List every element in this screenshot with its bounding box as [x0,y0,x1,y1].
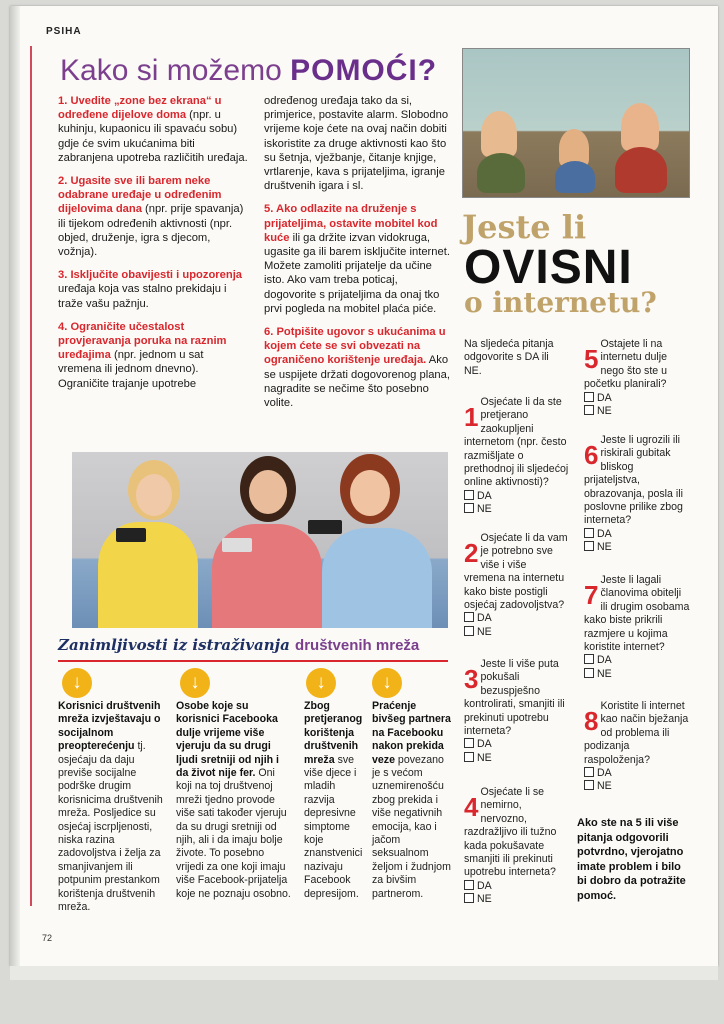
girl-right-shirt [322,528,432,628]
answer-yes[interactable]: DA [584,392,690,405]
tip-1: 1. Uvedite „zone bez ekrana“ u određene dijelove doma (npr. u kuhinju, kupaonicu ili spavaću sobu) gdje će svim ukućanima biti zabranjena upotreba različitih uređaja. [58,95,248,164]
arrow-down-circle-icon: ↓ [372,668,402,698]
quiz-question-3: 3 Jeste li više puta pokušali bezuspješno kontrolirati, smanjiti ili prekinuti upotrebu interneta? DA NE [464,658,570,765]
checkbox-icon[interactable] [464,626,474,636]
answer-yes[interactable]: DA [584,528,690,541]
tip-6: 6. Potpišite ugovor s ukućanima u kojem ćete se svi obvezati na ograničeno korištenje uređaja. Ako se uspijete držati dogovorenog plana, nagradite se nečime što posebno volite. [264,326,450,410]
quiz-heading-1: Jeste li [462,208,587,246]
figure-center-body [555,161,595,193]
answer-yes[interactable]: DA [584,767,690,780]
page-number: 72 [42,933,53,943]
phone [222,538,252,552]
figure-left [481,111,517,157]
quiz-question-6: 6 Jeste li ugrozili ili riskirali gubitak bliskog prijateljstva, obrazovanja, posla ili poslovne prilike zbog interneta? DA NE [584,434,690,555]
answer-yes[interactable]: DA [464,612,570,625]
checkbox-icon[interactable] [464,490,474,500]
answer-yes[interactable]: DA [584,654,690,667]
checkbox-icon[interactable] [464,738,474,748]
checkbox-icon[interactable] [584,780,594,790]
quiz-intro: Na sljedeća pitanja odgovorite s DA ili NE. [464,338,554,377]
checkbox-icon[interactable] [584,541,594,551]
checkbox-icon[interactable] [584,654,594,664]
checkbox-icon[interactable] [464,893,474,903]
fact-3: Zbog pretjeranog korištenja društvenih mreža sve više djece i mladih razvija depresivne simptome koje znanstvenici nazivaju Facebook depresijom. [304,700,363,900]
answer-no[interactable]: NE [584,780,690,793]
answer-no[interactable]: NE [464,752,570,765]
quiz-question-4: 4 Osjećate li se nemirno, nervozno, razdražljivo ili tužno kada pokušavate smanjiti ili prekinuti upotrebu interneta? DA NE [464,786,570,907]
quiz-result-note: Ako ste na 5 ili više pitanja odgovorili potvrdno, vjerojatno imate problem i bilo bi dobro da potražite pomoć. [577,817,686,902]
answer-yes[interactable]: DA [464,880,570,893]
checkbox-icon[interactable] [584,528,594,538]
quiz-heading-3: o internetu? [464,286,657,319]
answer-no[interactable]: NE [584,405,690,418]
quiz-heading-2: OVISNI [464,241,633,294]
answer-no[interactable]: NE [584,541,690,554]
tip-4-continued: određenog uređaja tako da si, primjerice, postavite alarm. Slobodno vrijeme koje ćete na ovaj način dobiti iskoristite za druge aktivnosti kao što su šetnja, vježbanje, čitanje knjige, vrtlarenje, kava s prijateljima, igranje društvenih igara i sl. [264,95,449,193]
checkbox-icon[interactable] [464,752,474,762]
fact-4: Praćenje bivšeg partnera na Facebooku nakon prekida veze povezano je s većom uznemirenošću zbog prekida i više negativnih emocija, kao i jačom seksualnom željom i žudnjom za bivšim partnerom. [372,700,451,900]
page-title [60,54,437,88]
arrow-down-circle-icon: ↓ [180,668,210,698]
phone [116,528,146,542]
girl-left-face [136,474,172,516]
page-edge [10,966,718,980]
figure-left-body [477,153,525,193]
figure-right [621,103,659,151]
page-binding [10,6,20,966]
quiz-question-5: 5 Ostajete li na internetu dulje nego što ste u početku planirali? DA NE [584,338,690,418]
checkbox-icon[interactable] [464,612,474,622]
side-rule [30,46,32,906]
facts-heading: Zanimljivosti iz istraživanja društvenih mreža [58,636,420,654]
title-prefix: Kako si možemo [60,54,291,87]
answer-no[interactable]: NE [584,668,690,681]
checkbox-icon[interactable] [584,405,594,415]
answer-no[interactable]: NE [464,503,570,516]
brand-label: PSIHA [46,26,82,37]
quiz-question-8: 8 Koristite li internet kao način bježanja od problema ili podizanja raspoloženja? DA NE [584,700,689,793]
tip-2: 2. Ugasite sve ili barem neke odabrane uređaje u određenim dijelovima dana (npr. prije spavanja) ili tijekom određenih aktivnosti (npr. objed, druženje, igra s djecom, vožnja). [58,175,244,259]
fact-2: Osobe koje su korisnici Facebooka dulje vrijeme više vjeruju da su drugi ljudi sretniji od njih i da život nije fer. Oni koji na toj društvenoj mreži tjedno provode više sati također vjeruju da su drugi sretniji od njih, ali i da imaju bolje živote. To posebno vrijedi za one koji imaju više Facebook-prijatelja koje ne poznaju osobno. [176,700,291,900]
tip-5: 5. Ako odlazite na druženje s prijateljima, ostavite mobitel kod kuće ili ga držite izvan vidokruga, ugasite ga ili barem isključite internet. Možete zamoliti prijatelje da učine isto. Ako vam treba poticaj, dogovorite s prijateljima da onaj tko prvi pogleda na mobitel plaća piće. [264,203,450,315]
girl-left-shirt [98,522,198,628]
girl-right-face [350,470,390,516]
girl-middle-face [249,470,287,514]
answer-yes[interactable]: DA [464,490,570,503]
phone [308,520,342,534]
answer-no[interactable]: NE [464,893,570,906]
tips-column-middle [264,94,452,419]
checkbox-icon[interactable] [464,503,474,513]
photo-girls-with-phones [72,452,448,628]
fact-1: Korisnici društvenih mreža izvještavaju o socijalnom preopterećenju tj. osjećaju da daju previše socijalne podrške drugim korisnicima društvenih mreža. Posljedice su osjećaj iscrpljenosti, niska razina zadovoljstva i želja za smanjivanjem ili potpunim prestankom korištenja društvenih mreža. [58,700,163,914]
figure-right-body [615,147,667,193]
illustration-people-with-phones [462,48,690,198]
quiz-question-2: 2 Osjećate li da vam je potrebno sve više i više vremena na internetu kako biste postigli osjećaj zadovoljstva? DA NE [464,532,570,639]
checkbox-icon[interactable] [584,668,594,678]
title-emphasis: POMOĆI? [290,54,438,87]
quiz-question-1: 1 Osjećate li da ste pretjerano zaokupljeni internetom (npr. često razmišljate o prethodnoj ili sljedećoj online aktivnosti)? DA NE [464,396,569,516]
tip-3: 3. Isključite obavijesti i upozorenja uređaja koja vas stalno prekidaju i traže vašu pažnju. [58,269,243,310]
facts-divider [58,660,448,662]
quiz-question-7: 7 Jeste li lagali članovima obitelji ili drugim osobama kako biste prikrili razmjere u kojima koristite internet? DA NE [584,574,690,680]
answer-no[interactable]: NE [464,626,570,639]
checkbox-icon[interactable] [464,880,474,890]
answer-yes[interactable]: DA [464,738,570,751]
arrow-down-circle-icon: ↓ [62,668,92,698]
tip-4: 4. Ograničite učestalost provjeravanja poruka na raznim uređajima (npr. jednom u sat vremena ili jednom dnevno). Ograničite trajanje upotrebe [58,320,227,390]
arrow-down-circle-icon: ↓ [306,668,336,698]
checkbox-icon[interactable] [584,392,594,402]
tips-column-left [58,94,250,400]
checkbox-icon[interactable] [584,767,594,777]
